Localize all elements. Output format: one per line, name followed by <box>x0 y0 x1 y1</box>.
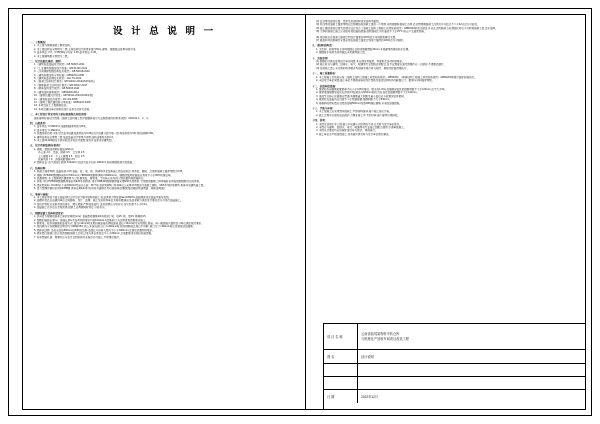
spec-line: 2. 屋面排水坡度及构造做法详见建筑施工图。 <box>316 51 368 55</box>
project-label: 项 目 名 称 <box>324 324 358 349</box>
right-body-text <box>312 20 579 136</box>
spec-line: 2. 框架梁端箍筋加密区长度取1.5倍梁高与500mm的较大值,加密区箍筋间距不大于100mm。 <box>316 91 420 95</box>
spec-line: 2. 墙体自重: 加气混凝土砌块 8.0kN/m³,烧结页岩多孔砖 19kN/m³,轻质隔墙板按实际取值。 <box>34 161 135 165</box>
section-heading: 十二、抗震构造措施: <box>312 84 336 88</box>
spec-line: 6. 受力预埋件钢材采用Q235B钢,焊条采用E43系列,所有外露铁件均应做防锈处理(除锈后刷防锈漆两道、调和漆两道)。 <box>34 187 168 191</box>
spec-line: 3. 本图未尽事宜均应按国家现行有关规范、规程执行。 <box>316 129 378 133</box>
spec-line: 1. 楼面、屋面活荷载标准值(kN/m²): <box>34 147 75 151</box>
project-name-line2: 与炼焦化产回收车间项目改造工程 <box>361 336 409 341</box>
spec-line: 办公室 2.0 走道、楼梯 3.5 卫生间 2.5 <box>38 151 85 155</box>
spec-line: 4. 焊条: 用于HPB300级钢筋焊接采用E43系列焊条; 用于HRB400级钢筋焊接采用E50系列焊条; 不同级别钢筋之间焊接时采用低级别钢筋对应的焊条。 <box>34 180 202 184</box>
spec-line: 1. 本图仅适用于本工程,施工中如遇与实际情况不符,应及时与设计单位联系。 <box>316 122 402 126</box>
spec-line: 4.《建筑抗震设防分类标准》GB50223-2008 <box>34 73 84 77</box>
date-value: 2022年12月 <box>361 395 379 399</box>
section-heading: 九、楼(屋)面构造: <box>312 44 333 48</box>
spec-line: 1. 本工程施工及验收应按《混凝土结构工程施工质量验收规范》GB50204、《砌体结构工程施工质量验收规范》GB50203等现行国家标准执行。 <box>316 75 477 79</box>
spec-line: 2. 施工过程中应做好成品保护,合理安排工序,节约材料,减少建筑垃圾排放。 <box>316 113 401 117</box>
stage-value: 设计说明 <box>361 355 374 359</box>
spec-line: 2. 本图应与建筑、给排水、电气、暖通等各专业施工图配合使用,不得单独施工。 <box>316 125 407 129</box>
spec-line: 3. 抗震设防烈度: 6度,设计基本地震加速度值为0.05g,设计地震分组为第一组,场地类别为II类,特征周期0.35s。 <box>34 132 156 136</box>
spec-line: 10.《建筑抗震设计规范》GB 50011-2010(2016年版) <box>34 94 94 98</box>
spec-line: (1) 钢筋的代换应征得设计单位同意,并应满足等强度、等面积及各项构造要求。 <box>316 60 405 64</box>
spec-line: 国家建筑标准设计图集《混凝土结构施工图平面整体表示方法制图规则和构造详图》16G101-1、2、3。 <box>34 116 151 120</box>
spec-line: 3. 基坑开挖时应采取有效的排水、降水措施,严禁浸泡基坑; 基坑回填应分层夯实,压实系数不小于0.94。 <box>34 202 150 206</box>
spec-line: 11.《建筑桩基技术规范》JGJ 94-2008 <box>34 97 78 101</box>
section-heading: 十、其他事项: <box>312 56 329 60</box>
spec-line: 2. 钢筋: HPB300级钢筋(φ)fy=270N/mm²; HRB400级钢筋(Φ)fy=360N/mm²。钢筋的强度标准值应具有不小于95%的保证率。 <box>34 173 173 177</box>
spec-line: 2. 基本雪压: 0.45kN/m²。 <box>34 128 63 132</box>
spec-line: 2. 基槽开挖后应由建设单位会同勘察、设计、监理、施工及质检等单位共同验槽,确认地基承载力满足设计要求后方可进行基础施工。 <box>34 199 183 203</box>
spec-line: 6.《混凝土结构设计规范》GB 50010-2010(2015年版) <box>34 80 95 84</box>
project-name-line1: 云南省曲靖某物料中转仓库 <box>361 331 400 336</box>
section-heading: 十三、节能与环保: <box>312 106 334 110</box>
section-heading: 十四、说明: <box>312 119 326 123</box>
spec-line: 5. 本工程±0.000相当于绝对标高详见总平面图,室内外高差详见建筑图。 <box>34 138 115 142</box>
spec-line: 1. 纵向受力钢筋的混凝土保护层厚度(mm): 基础底板钢筋40(有垫层); 梁、柱25; 板、墙15; 楼梯板15。 <box>34 215 149 219</box>
spec-line: 2. 本工程结构安全等级为二级,主体结构设计使用年限为50年,建筑、屋面做法使用年限另详。 <box>34 47 138 51</box>
spec-line: (3) 所浇带的混凝土强度等级应比两侧结构混凝土提高一个等级,采用微膨胀混凝土浇筑,后浇带两侧混凝土浇筑完毕并经过不少于42天后方可封闭。 <box>316 23 480 27</box>
spec-line: 2. 未经设计单位同意,施工单位不得擅自修改设计图纸及更改结构构件的截面尺寸、配筋与材料强度等级。 <box>316 79 435 83</box>
spec-line: 2. 钢筋的锚固长度La、搭接长度Ll及各项构造要求均按16G101-1图集执行,未注明者按图集要求施工。 <box>34 218 148 222</box>
spec-line: 5. 楼梯间的填充墙应沿墙高每隔500mm设置2Φ6通长钢筋,并采取加强措施。 <box>316 101 402 105</box>
spec-line: 4. 施工单位应严格按图施工,如有疑问请及时与设计单位联系解决。 <box>316 132 391 136</box>
spec-line: 4. 本工程建筑耐火等级为二级。 <box>34 54 70 58</box>
spec-line: 1. 混凝土强度等级: 基础垫层 C15,基础、柱、梁、板、楼梯等详见结构施工图各层标注,构造柱、圈梁、过梁等混凝土强度等级为C25。 <box>34 170 185 174</box>
spec-line: (7) 悬挑构件的底模及支撑必须在混凝土强度达到设计强度的100%后方可拆除。 <box>316 39 406 43</box>
spec-line: 1. 本工程施工应采用预拌混凝土,严禁现场搅拌,减少施工扬尘污染。 <box>316 110 392 114</box>
spec-line: 3. 抗震等级: 本工程框架抗震等级为三级,框架柱、框架梁、节点核心区均按三级抗震构造措施执行。 <box>34 177 146 181</box>
spec-line: 8.《砌体结构设计规范》GB 50003-2011 <box>34 87 80 91</box>
spec-line: (2) 施工时应与建筑、给排水、电气、暖通等专业图纸密切配合,各专业预留孔洞及预埋件应一次做好,不得事后凿打。 <box>316 63 447 67</box>
section-heading: 二、设计依据及规范、规程: <box>30 60 62 64</box>
section-heading: 八、钢筋混凝土结构构造要求: <box>30 211 64 215</box>
section-heading: 六、结构材料: <box>30 166 47 170</box>
blank-value <box>358 377 585 389</box>
section-heading: 七、地基与基础: <box>30 192 49 196</box>
spec-line: (2) 后浇带的留设位置、宽度及封闭时间详见结构平面图。 <box>316 20 382 23</box>
spec-line: 4. 现浇板内分布钢筋除注明外均为Φ6@250; 板上开洞当洞口尺寸≤300mm时,板内钢筋绕过洞口不切断; 洞口尺寸>300mm时应设置洞边加强筋。 <box>34 225 196 229</box>
title-block-stage-row <box>324 350 585 364</box>
spec-line: 1.《建筑地基基础设计规范》GB 50007-2011 <box>34 63 85 67</box>
spec-line: 9.《建筑结构荷载规范》GB50009-2012 <box>34 90 79 94</box>
title-block-sub-row <box>324 364 585 377</box>
spec-line: 13. 本项目岩土工程勘察报告。 <box>34 104 69 108</box>
spec-line: 1. 本工程为钢筋混凝土框架结构。 <box>34 44 73 48</box>
spec-line: (6) 现浇板应在混凝土强度达到设计强度的100%后方可拆除底模及支撑。 <box>316 35 398 39</box>
spec-line: 5. 填充墙材料: ±0.000以下采用MU10页岩实心砖、M7.5水泥砂浆砌筑; ±0.000以上采用A3.5级加气混凝土砌块、Mb5专用砂浆砌筑,具体详见建筑施工图。 <box>34 183 206 187</box>
spec-line: 3. 基本风压: 0.5、0.55(50年),风压: 0.35,基本雪压: 0.45。 <box>34 51 99 55</box>
title-block-project-row <box>324 324 585 350</box>
spec-line: 1. 本工程采用柱下独立基础(承台),持力层为第②层粉质黏土,地基承载力特征值fak=180kPa,基础埋深详见基础平面布置图。 <box>34 196 172 200</box>
spec-line: 4. 基础施工完毕后应及时回填,回填土应两侧同时进行,分层夯实。 <box>34 206 108 210</box>
spec-line: 1. 框架柱纵向钢筋的配筋率不应小于0.8%(角柱、框支柱1.0%),柱箍筋加密区的箍筋间距不大于100mm,且不大于6d。 <box>316 87 447 91</box>
sub-label <box>324 364 358 376</box>
spec-line: 7.《钢筋混凝土结构设计规范》GB 50017-2017 <box>34 83 88 87</box>
project-name <box>358 324 585 349</box>
blank-label <box>324 377 358 389</box>
spec-line: (5) 大体积混凝土施工应采取有效的温控措施,控制混凝土内外温差不大于25℃,防止产生温度裂缝。 <box>316 30 427 34</box>
sheet-inner-border <box>22 14 586 410</box>
spec-line: 3.《冷弯薄壁型钢结构技术规范》GB 50018-2002 <box>34 70 90 74</box>
spec-line: 3. 框架梁、柱纵向钢筋的连接方式: 直径≥16mm时采用机械连接或焊接连接,直径<16mm时可采用绑扎搭接。同一截面接头面积百分率应满足规范要求。 <box>34 221 204 225</box>
section-heading: 五、设计荷载取值(标准值): <box>30 144 61 148</box>
spec-line: 1. 卫生间、厨房等有水房间楼面应比相邻楼面降低30mm,并按建筑图做好防水处理。 <box>316 47 411 51</box>
spec-line: 7. 所有预留孔洞、预埋件应与各专业图纸核对无误后方可施工,严禁事后凿打。 <box>34 235 122 239</box>
spec-line: 上人屋面 2.0 不上人屋面 0.5 阳台 2.5 <box>38 154 85 158</box>
section-heading: 三、本工程设计所采用的主要标准图集及构造详图: <box>30 113 87 117</box>
spec-line: 4. 框架柱在基础内应设置不少于两道箍筋,箍筋间距不大于500mm。 <box>316 98 392 102</box>
title-block-blank-row <box>324 377 585 390</box>
spec-line: 设备用房 7.0 消防疏散楼梯 3.5 <box>38 158 75 161</box>
spec-line: 5. 墙体拉结筋: 沿柱全高每500mm设2Φ6拉结筋,沿墙长方向伸入墙内不小于1000mm,且满足抗震构造要求。 <box>34 228 155 232</box>
spec-line: 1. 基本风压: 0.55kN/m²,地面粗糙度类别为B类。 <box>34 125 89 129</box>
title-block-date-row <box>324 390 585 403</box>
spec-line: 2.《工业建筑防腐蚀设计标准》GB 51201-2012 <box>34 66 88 70</box>
spec-line: 12.《建筑工程抗震设防分类标准》GB50223-2008 <box>34 100 91 104</box>
spec-line: 14. 本项目建设单位提供的设计任务书及有关资料。 <box>34 107 92 111</box>
spec-line: 6. 填充墙门窗洞口处应设置钢筋混凝土过梁,过梁支承长度每边不小于250mm,过梁配筋详见相应标准图集。 <box>34 232 154 236</box>
left-text-column <box>23 15 306 409</box>
spec-line: 4. 建筑结构安全等级二级,地基基础设计等级为丙级,结构重要性系数1.0。 <box>34 135 116 139</box>
spec-line: (4) 施工缝的留设位置及处理方法应符合《混凝土结构工程施工质量验收规范》GB50204的有关规定,并应在浇筑混凝土前清除松动石子及软弱混凝土层,浇水湿润。 <box>316 26 498 30</box>
date-label: 日 期 <box>324 390 358 403</box>
spec-line: 3. 梁柱节点核心区箍筋应贯通,其箍筋最大间距及最小直径应与柱端加密区相同。 <box>316 94 407 98</box>
page-title: 设 计 总 说 明 一 <box>112 26 217 37</box>
spec-line: 5.《建筑地基处理技术规范》JGJ 79-2012 <box>34 77 82 81</box>
stage-label: 图 名 <box>324 350 358 363</box>
section-heading: 十一、施工质量验收: <box>312 72 336 76</box>
title-block <box>323 323 585 409</box>
section-heading: 四、自然条件: <box>30 121 47 125</box>
spec-line: (3) 结构施工图上未注明的构造要求均按国家现行有关规范、规程及标准图集执行。 <box>316 66 410 70</box>
sub-value <box>358 364 585 376</box>
section-heading: 一、工程概况: <box>30 41 47 44</box>
left-body-text <box>30 41 299 239</box>
